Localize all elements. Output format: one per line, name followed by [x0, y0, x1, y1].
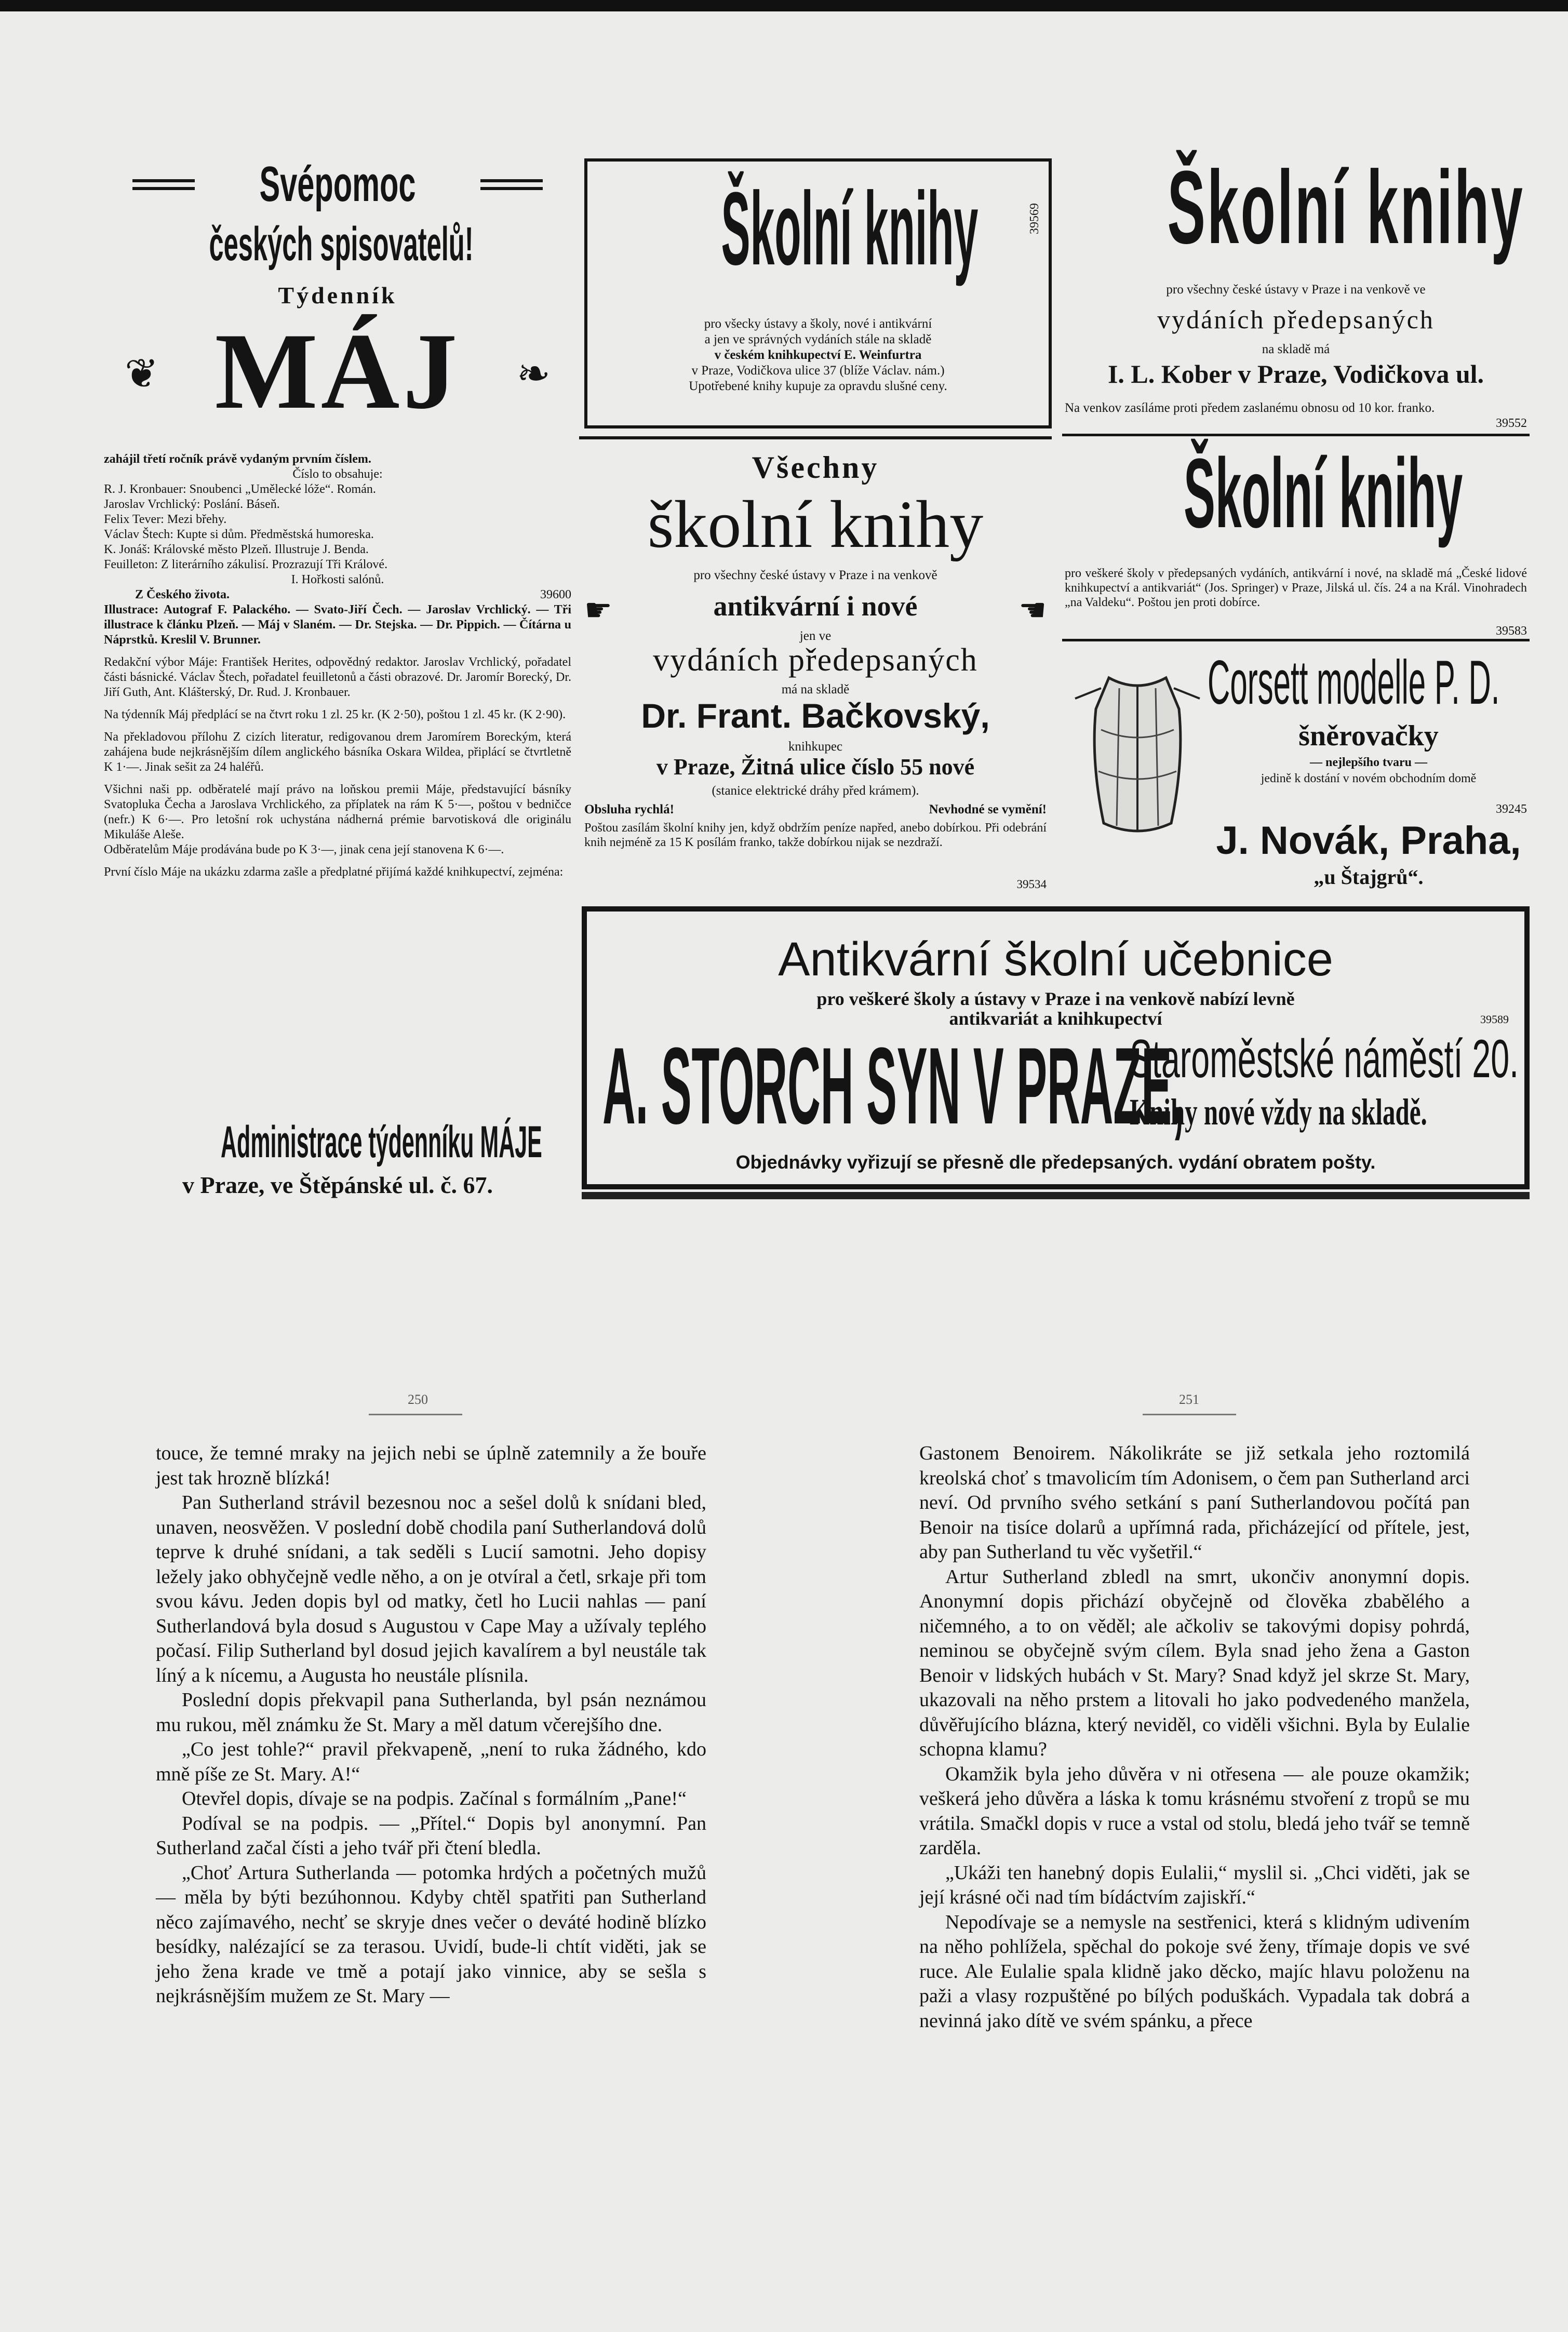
- backovsky-order-right: Nevhodné se vymění!: [929, 802, 1047, 816]
- storch-title: Antikvární školní učebnice: [778, 933, 1333, 986]
- page-number-underline-left: [369, 1414, 462, 1415]
- novak-advertisement: [1062, 647, 1530, 891]
- headline-rule-left: [132, 179, 195, 182]
- weinfurter-text: v Praze, Vodičkova ulice 37 (blíže Václav. nám.): [691, 364, 945, 378]
- text-paragraph: Otevřel dopis, dívaje se na podpis. Začínal s formálním „Pane!“: [182, 1788, 687, 1810]
- backovsky-address: v Praze, Žitná ulice číslo 55 nové: [656, 754, 975, 780]
- backovsky-footer: Poštou zasílám školní knihy jen, když obdržím peníze napřed, anebo dobírkou. Při odebrání knih nejméně za 15 K posílám franko, takže dobírkou nijak se nezdraží.: [584, 821, 1047, 849]
- springer-advertisement: [1062, 438, 1530, 641]
- maj-code: 39600: [540, 588, 571, 601]
- maj-address: v Praze, ve Štěpánské ul. č. 67.: [182, 1172, 493, 1198]
- ornament-right-icon: ❧: [516, 351, 551, 396]
- novak-title: Corsett modelle P. D.: [1208, 648, 1500, 717]
- weinfurter-title: Školní knihy: [721, 171, 979, 287]
- maj-line: Z Českého života.: [135, 588, 230, 601]
- backovsky-title-2: školní knihy: [647, 487, 984, 562]
- novak-text: jedině k dostání v novém obchodním domě: [1261, 772, 1477, 785]
- text-paragraph: „Choť Artura Sutherlanda — potomka hrdých a početných mužů — měla by býti bezúhonnou. Kdyby chtěl spatřiti pan Sutherland něco zajímavého, nechť se skryje dnes večer o deváté hodině blízko besídky, nalézající se za terasou. Uvidí, bude-li chtít viděti, jak se jeho žena krade ve tmě a potají jako vinnice, aby se sešla s nejkrásnějším mužem ze St. Mary —: [156, 1861, 706, 2007]
- maj-line: Číslo to obsahuje:: [292, 467, 383, 481]
- storch-code: 39589: [1480, 1013, 1509, 1026]
- maj-line: I. Hořkosti salónů.: [291, 573, 384, 586]
- text-paragraph: „Ukáži ten hanebný dopis Eulalii,“ myslil si. „Chci viděti, jak se její krásné oči nad tím bídáctvím zajiskří.“: [919, 1861, 1470, 1908]
- hand-left-icon: ☛: [584, 593, 612, 627]
- kober-line-2: vydáních předepsaných: [1157, 305, 1435, 334]
- backovsky-order-left: Obsluha rychlá!: [584, 802, 674, 816]
- backovsky-role: knihkupec: [788, 740, 843, 754]
- weinfurter-text: a jen ve správných vydáních stále na skladě: [704, 332, 932, 346]
- maj-body: [104, 452, 571, 880]
- maj-title: MÁJ: [215, 311, 461, 432]
- maj-line: R. J. Kronbauer: Snoubenci „Umělecké lóže“. Román.: [104, 483, 376, 496]
- top-edge-bar: [0, 0, 1568, 11]
- text-paragraph: Poslední dopis překvapil pana Sutherlanda, byl psán neznámou mu rukou, měl známku že St. Mary a měl datum včerejšího dne.: [156, 1689, 706, 1736]
- weinfurter-text: Upotřebené knihy kupuje za opravdu slušné ceny.: [689, 379, 947, 393]
- novak-place: „u Štajgrů“.: [1314, 865, 1424, 889]
- novak-sub: šněrovačky: [1298, 720, 1439, 752]
- kober-line-3: na skladě má: [1262, 342, 1330, 356]
- text-paragraph: Pan Sutherland strávil bezesnou noc a sešel dolů k snídani bled, unaven, neosvěžen. V poslední době chodila paní Sutherlandová dolů teprve k druhé snídani, a tak seděli s Lucií samotni. Jeho dopisy ležely jako obhyčejně vedle něho, a on je otvíral a četl, srkaje při tom svou kávu. Jeden dopis byl od matky, četl ho Lucii nahlas — paní Sutherlandová byla dosud s Augustou v Cape May a užívaly teplého počasí. Filip Sutherland byl dosud jejich kavalírem a byl neustále tak líný a k nícemu, a Augusta ho neustále plísnila.: [156, 1492, 706, 1686]
- hand-right-icon: ☚: [1018, 593, 1047, 627]
- page-number-underline-right: [1143, 1414, 1236, 1415]
- backovsky-line-2: antikvární i nové: [713, 591, 918, 622]
- storch-stock: Knihy nové vždy na skladě.: [1130, 1091, 1427, 1133]
- backovsky-title-1: Všechny: [752, 450, 879, 485]
- maj-line: K. Jonáš: Královské město Plzeň. Illustruje J. Benda.: [104, 543, 369, 556]
- kober-title: Školní knihy: [1167, 150, 1525, 265]
- kober-footer: Na venkov zasíláme proti předem zaslanému obnosu od 10 kor. franko.: [1065, 401, 1435, 415]
- backovsky-line-3: jen ve: [799, 629, 832, 643]
- text-paragraph: Artur Sutherland zbledl na smrt, ukončiv anonymní dopis. Anonymní dopis přichází obyčejně od člověka zbabělého a ničemného, a to on věděl; ale ačkoliv se takovými dopisy pohrdá, neminou se obyčejně svým cílem. Byla snad jeho žena a Gaston Benoir v lidských hubách v St. Mary? Snad když jel skrze St. Mary, ukazovali na něho prstem a litovali ho jako podvedeného manžela, důvěřujícího blázna, který neviděl, co viděli všichni. Byla by Eulalie schopna klamu?: [919, 1565, 1470, 1760]
- divider: [1062, 639, 1530, 641]
- maj-line: První číslo Máje na ukázku zdarma zašle a předplatné přijímá každé knihkupectví, zejména:: [104, 865, 564, 879]
- weinfurter-text: pro všecky ústavy a školy, nové i antikvární: [704, 317, 932, 331]
- backovsky-advertisement: [579, 436, 1052, 893]
- novak-sub-2: — nejlepšího tvaru —: [1309, 756, 1427, 769]
- maj-line: Václav Štech: Kupte si dům. Předměstská humoreska.: [104, 528, 374, 541]
- kober-code: 39552: [1496, 417, 1527, 430]
- backovsky-line-5: má na skladě: [781, 682, 850, 696]
- storch-line-2: antikvariát a knihkupectví: [949, 1008, 1162, 1029]
- ornament-left-icon: ❦: [125, 351, 159, 396]
- maj-advertisement: [104, 156, 571, 1221]
- backovsky-line-4: vydáních předepsaných: [653, 642, 978, 678]
- right-page-number: 251: [1179, 1392, 1199, 1407]
- maj-line: Felix Tever: Mezi břehy.: [104, 513, 227, 526]
- weinfurter-code: 39569: [1028, 203, 1041, 234]
- headline-rule-right: [480, 179, 543, 182]
- storch-place: Staroměstské náměstí 20.: [1130, 1029, 1519, 1089]
- kober-advertisement: [1062, 150, 1530, 436]
- maj-line-with-code: [104, 587, 571, 602]
- text-paragraph: „Co jest tohle?“ pravil překvapeně, „není to ruka žádného, kdo mně píše ze St. Mary. A!“: [156, 1738, 706, 1785]
- maj-line: Na překladovou přílohu Z cizích literatur, redigovanou drem Jaromírem Boreckým, která zahájena bude nejkrásnějším dílem anglického básníka Oskara Wildea, připlácí se čtvrtletně K 1·—. Jinak sešit za 24 haléřů.: [104, 730, 571, 774]
- headline-rule-right-2: [480, 187, 543, 190]
- maj-headline-1: Svépomoc: [259, 156, 416, 212]
- weinfurter-text: v českém knihkupectví E. Weinfurtra: [714, 348, 922, 362]
- maj-line: Redakční výbor Máje: František Herites, odpovědný redaktor. Jaroslav Vrchlický, pořadatel části básnické. Václav Štech, pořadatel feuilletonů a části obrazové. Dr. Jaromír Borecký, Dr. Jiří Guth, Ant. Klášterský, Dr. Rud. J. Kronbauer.: [104, 655, 571, 699]
- maj-line: Illustrace: Autograf F. Palackého. — Svato-Jiří Čech. — Jaroslav Vrchlický. — Tři illustrace k článku Plzeň. — Máj v Slaném. — Dr. Stejska. — Dr. Pippich. — Čítárna u Náprstků. Kreslil V. Brunner.: [104, 603, 571, 647]
- kober-name: I. L. Kober v Praze, Vodičkova ul.: [1107, 359, 1484, 388]
- backovsky-name: Dr. Frant. Bačkovský,: [641, 696, 990, 735]
- maj-line: Feuilleton: Z literárního zákulisí. Prozrazují Tři Králové.: [104, 558, 388, 571]
- weinfurter-advertisement: [584, 158, 1052, 428]
- text-paragraph: Podíval se na podpis. — „Přítel.“ Dopis byl anonymní. Pan Sutherland začal čísti a jeho tvář při čtení bledla.: [156, 1812, 706, 1859]
- text-paragraph: Nepodívaje se a nemysle na sestřenici, která s klidným udivením na něho pohlížela, spěchal do pokoje své ženy, třímaje dopis ve své ruce. Ale Eulalie spala klidně jako děcko, majíc hlavu položenu na paži a vlasy rozpuštěné po bílých poduškách. Vypadala tak dobrá a nevinná jako dítě ve svém spánku, a přece: [919, 1911, 1470, 2032]
- storch-advertisement: [582, 906, 1530, 1189]
- kober-line-1: pro všechny české ústavy v Praze i na venkově ve: [1166, 283, 1426, 297]
- left-text-column: [156, 1441, 706, 2148]
- left-page-number: 250: [408, 1392, 428, 1407]
- headline-rule-left-2: [132, 187, 195, 190]
- backovsky-note: (stanice elektrické dráhy před krámem).: [712, 784, 919, 798]
- maj-line: zahájil třetí ročník právě vydaným prvním číslem.: [104, 452, 371, 466]
- springer-title: Školní knihy: [1184, 438, 1463, 548]
- storch-footer: Objednávky vyřizují se přesně dle předepsaných. vydání obratem pošty.: [735, 1151, 1376, 1173]
- bottom-ad-shadow: [582, 1192, 1530, 1199]
- springer-code: 39583: [1496, 624, 1527, 638]
- maj-line: Odběratelům Máje prodávána bude po K 3·—, jinak cena její stanovena K 6·—.: [104, 843, 504, 856]
- text-paragraph: Gastonem Benoirem. Nákolikráte se již setkala jeho roztomilá kreolská choť s tmavolicím tím Adonisem, o čem pan Sutherland arci neví. Od prvního svého setkání s paní Sutherlandovou počítá pan Benoir na tisíce dolarů a upřímná rada, přicházející od přítele, jest, aby pan Sutherland tu věc vyšetřil.“: [919, 1442, 1470, 1563]
- maj-subtitle: Týdenník: [278, 282, 397, 309]
- maj-line: Na týdenník Máj předplácí se na čtvrt roku 1 zl. 25 kr. (K 2·50), poštou 1 zl. 45 kr. (K 2·90).: [104, 708, 566, 721]
- novak-name: J. Novák, Praha,: [1216, 819, 1521, 863]
- text-paragraph: touce, že temné mraky na jejich nebi se úplně zatemnily a že bouře jest tak hrozně blízká!: [156, 1442, 706, 1489]
- maj-headline-2: českých spisovatelů!: [209, 218, 474, 271]
- maj-line: Jaroslav Vrchlický: Poslání. Báseň.: [104, 498, 280, 511]
- storch-line-1: pro veškeré školy a ústavy v Praze i na venkově nabízí levně: [816, 988, 1295, 1009]
- backovsky-code: 39534: [1016, 878, 1047, 891]
- novak-code: 39245: [1496, 802, 1527, 816]
- backovsky-line-1: pro všechny české ústavy v Praze i na venkově: [693, 568, 937, 582]
- right-text-column: [919, 1441, 1470, 2148]
- maj-line: Všichni naši pp. odběratelé mají právo na loňskou premii Máje, představující básníky Svatopluka Čecha a Jaroslava Vrchlického, za příplatek na rám K 5·—, poštou v bedničce (nefr.) K 6·—. Pro letošní rok uchystána nádherná prémie barvotisková dle originálu Mikuláše Aleše.: [104, 783, 571, 841]
- storch-name: A. STORCH SYN V PRAZE,: [602, 1025, 1185, 1147]
- divider: [1062, 434, 1530, 436]
- corset-illustration: [1073, 667, 1202, 844]
- maj-administration: Administrace týdenníku MÁJE: [221, 1117, 542, 1167]
- text-paragraph: Okamžik byla jeho důvěra v ni otřesena — ale pouze okamžik; veškerá jeho důvěra a láska k tomu krásnému stvoření z tropů se mu vrátila. Smačkl dopis v ruce a vstal od stolu, bledá jeho tvář se temně zarděla.: [919, 1763, 1470, 1859]
- springer-text: pro veškeré školy v předepsaných vydáních, antikvární i nové, na skladě má „České lidové knihkupectví a antikvariát“ (Jos. Springer) v Praze, Jilská ul. čís. 24 a na Král. Vinohradech „na Valdeku“. Poštou jen proti dobírce.: [1065, 567, 1527, 609]
- divider-top: [579, 436, 1052, 439]
